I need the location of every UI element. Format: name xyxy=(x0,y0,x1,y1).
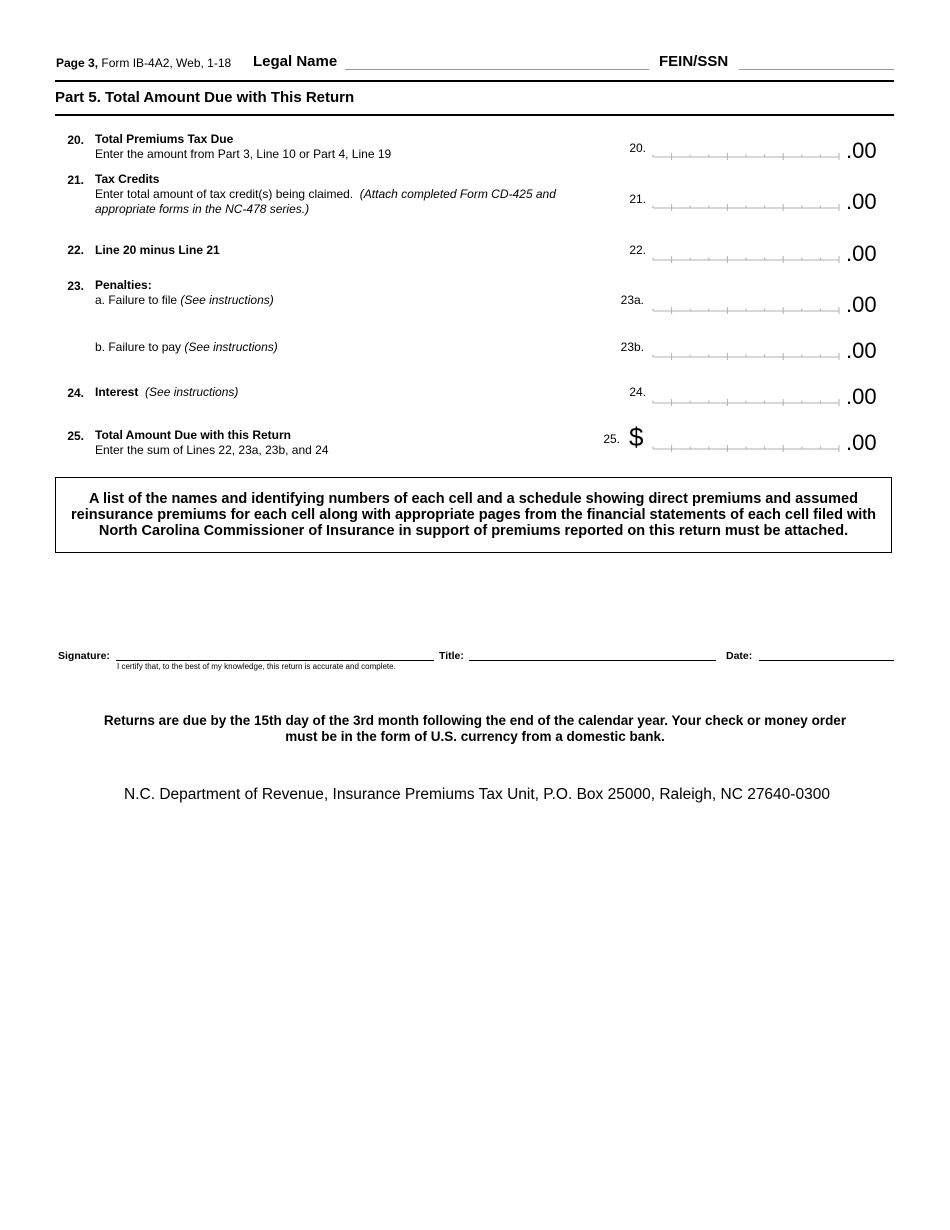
line-22-number: 22. xyxy=(67,243,84,257)
page-id xyxy=(56,56,231,70)
fein-field[interactable] xyxy=(739,69,894,70)
line-24-italic: (See instructions) xyxy=(145,385,239,399)
legal-name-label: Legal Name xyxy=(253,53,338,70)
line-23a-amount-field[interactable] xyxy=(652,306,840,314)
line-24-number: 24. xyxy=(67,386,84,400)
line-25-ref: 25. xyxy=(603,432,620,446)
line-23b-text xyxy=(95,340,278,355)
certify-text: I certify that, to the best of my knowledge, this return is accurate and complete. xyxy=(117,662,396,671)
attachment-notice: A list of the names and identifying numbers of each cell and a schedule showing direct premiums and assumed reinsurance premiums for each cell along with appropriate pages from the financial statements of each cell filed with North Carolina Commissioner of Insurance in support of premiums reported on this return must be attached. xyxy=(55,477,892,553)
amount-comb-guide xyxy=(652,352,840,360)
line-25-number: 25. xyxy=(67,429,84,443)
line-21-ref: 21. xyxy=(629,192,646,206)
signature-label: Signature: xyxy=(58,650,110,662)
line-21-number: 21. xyxy=(67,173,84,187)
line-20-number: 20. xyxy=(67,133,84,147)
line-23a-italic: (See instructions) xyxy=(180,293,274,307)
line-20-desc: Enter the amount from Part 3, Line 10 or Part 4, Line 19 xyxy=(95,147,392,161)
line-21-desc-italic2: appropriate forms in the NC-478 series.) xyxy=(95,202,310,216)
line-22-text xyxy=(95,243,220,258)
due-date-notice: Returns are due by the 15th day of the 3rd month following the end of the calendar year. Your check or money order must be in the form of U.S. currency from a domestic bank. xyxy=(103,713,847,744)
line-22-title: Line 20 minus Line 21 xyxy=(95,243,220,257)
line-21-cents: .00 xyxy=(846,189,877,214)
line-23b-amount-field[interactable] xyxy=(652,352,840,360)
line-23a-label: a. Failure to file xyxy=(95,293,178,307)
line-24-cents: .00 xyxy=(846,384,877,409)
line-21-desc-italic: (Attach completed Form CD-425 and xyxy=(359,187,556,201)
line-25-cents: .00 xyxy=(846,430,877,455)
line-21-amount-field[interactable] xyxy=(652,203,840,211)
line-24-ref: 24. xyxy=(629,385,646,399)
line-20-amount-field[interactable] xyxy=(652,152,840,160)
line-24-text xyxy=(95,385,238,400)
line-25-title: Total Amount Due with this Return xyxy=(95,428,291,442)
line-24-title: Interest xyxy=(95,385,139,399)
line-25-amount-field[interactable] xyxy=(652,444,840,452)
line-24-amount-field[interactable] xyxy=(652,398,840,406)
line-23b-cents: .00 xyxy=(846,338,877,363)
title-label: Title: xyxy=(439,650,464,662)
divider xyxy=(55,80,894,82)
line-20-title: Total Premiums Tax Due xyxy=(95,132,234,146)
title-field[interactable] xyxy=(469,660,716,661)
line-22-cents: .00 xyxy=(846,241,877,266)
signature-field[interactable] xyxy=(116,660,434,661)
line-20-cents: .00 xyxy=(846,138,877,163)
amount-comb-guide xyxy=(652,306,840,314)
date-label: Date: xyxy=(726,650,753,662)
line-25-text xyxy=(95,428,329,458)
part5-title: Part 5. Total Amount Due with This Return xyxy=(55,89,355,106)
amount-comb-guide xyxy=(652,203,840,211)
page-label: Page 3, xyxy=(56,56,99,70)
line-20-ref: 20. xyxy=(629,141,646,155)
fein-label: FEIN/SSN xyxy=(659,53,729,70)
amount-comb-guide xyxy=(652,152,840,160)
line-23-number: 23. xyxy=(67,279,84,293)
line-21-title: Tax Credits xyxy=(95,172,160,186)
line-23b-italic: (See instructions) xyxy=(184,340,278,354)
legal-name-field[interactable] xyxy=(345,69,649,70)
line-23b-ref: 23b. xyxy=(620,340,644,354)
amount-comb-guide xyxy=(652,255,840,263)
amount-comb-guide xyxy=(652,444,840,452)
line-23-text xyxy=(95,278,274,308)
line-23-title: Penalties: xyxy=(95,278,152,292)
line-21-desc: Enter total amount of tax credit(s) being claimed. xyxy=(95,187,354,201)
line-22-amount-field[interactable] xyxy=(652,255,840,263)
line-23a-cents: .00 xyxy=(846,292,877,317)
amount-comb-guide xyxy=(652,398,840,406)
line-25-desc: Enter the sum of Lines 22, 23a, 23b, and 24 xyxy=(95,443,329,457)
form-id: Form IB-4A2, Web, 1-18 xyxy=(101,56,232,70)
line-23a-ref: 23a. xyxy=(620,293,644,307)
line-21-text xyxy=(95,172,585,217)
line-20-text xyxy=(95,132,391,162)
dollar-sign: $ xyxy=(629,422,644,452)
line-22-ref: 22. xyxy=(629,243,646,257)
date-field[interactable] xyxy=(759,660,894,661)
line-23b-label: b. Failure to pay xyxy=(95,340,182,354)
mailing-address: N.C. Department of Revenue, Insurance Premiums Tax Unit, P.O. Box 25000, Raleigh, NC 27640-0300 xyxy=(124,786,830,803)
divider xyxy=(55,114,894,116)
